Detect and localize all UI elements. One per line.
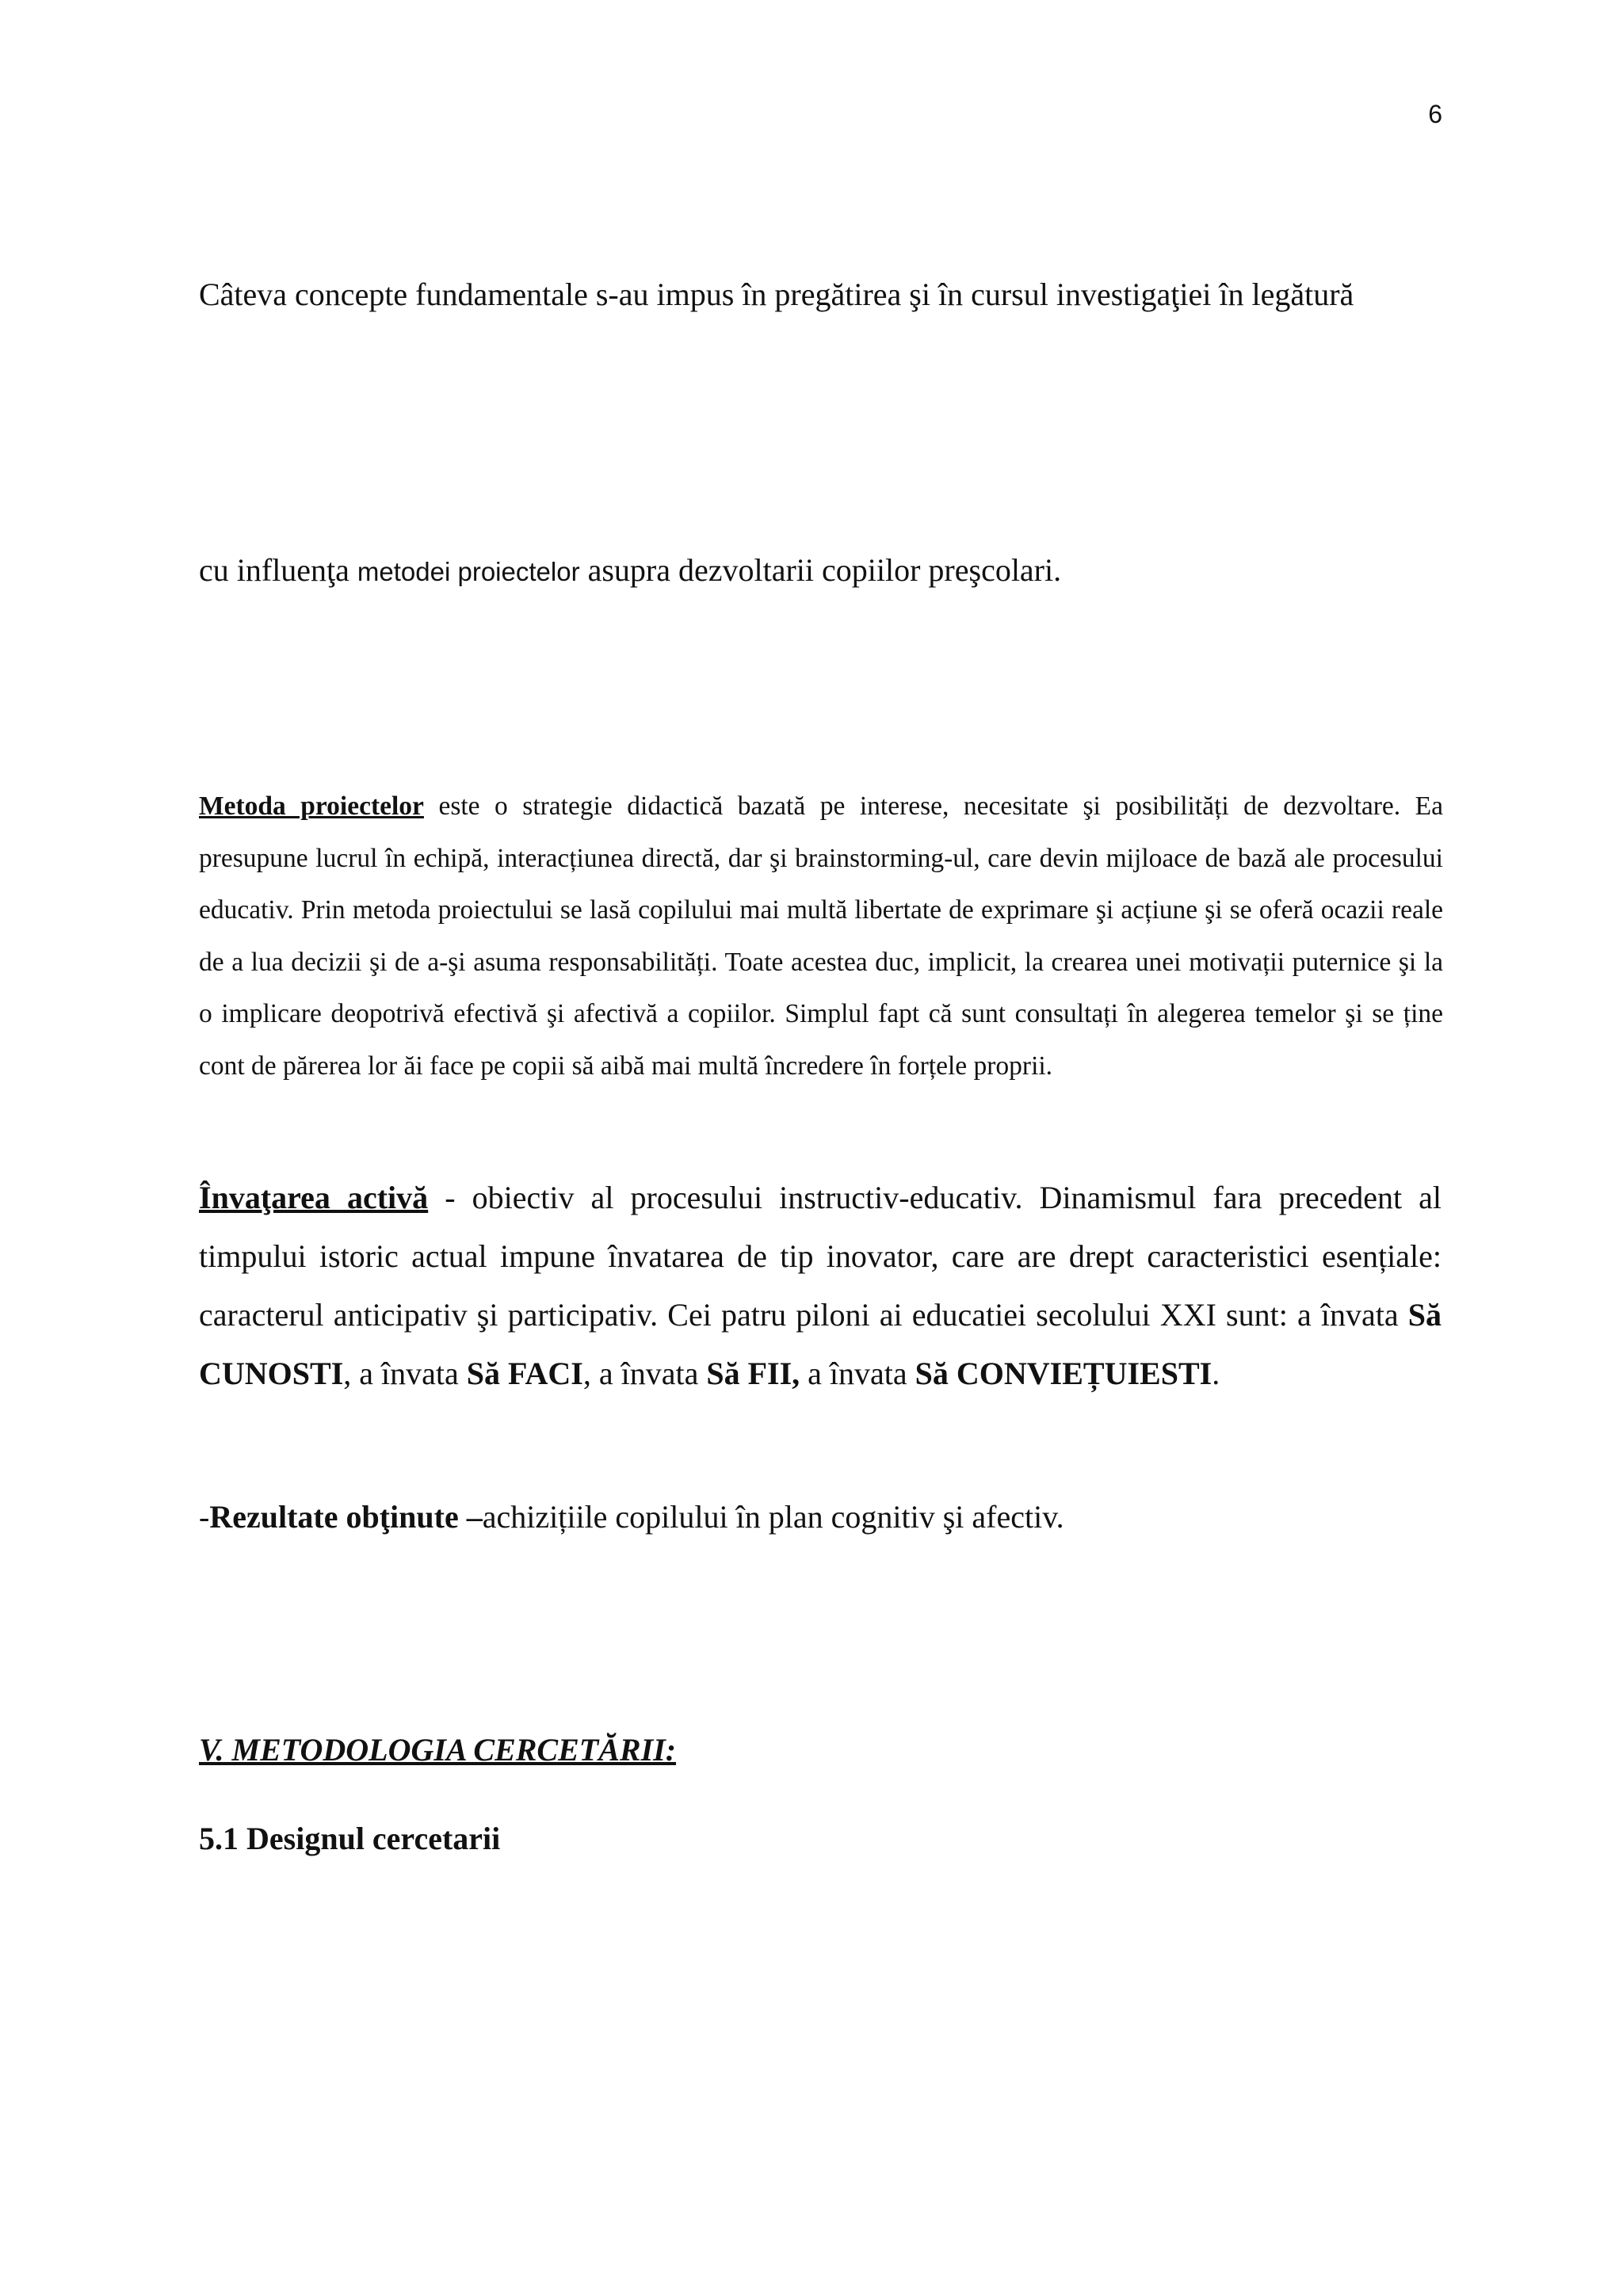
intro-line-1: Câteva concepte fundamentale s-au impus în pregătirea şi în cursul investigaţiei în legătură — [199, 277, 1354, 312]
pillar-know: Să CUNOSTI — [199, 1297, 1442, 1391]
page-number: 6 — [1428, 100, 1442, 128]
projects-term: Metoda proiectelor — [199, 791, 424, 821]
active-learning-text: - obiectiv al procesului instructiv-educativ. Dinamismul fara precedent al timpului istoric actual impune învatarea de tip inovator, care are drept caracteristici esențiale: caracterul anticipativ şi participativ. Cei patru piloni ai educatiei secolului XXI sunt: a învata — [199, 1180, 1442, 1333]
pillar-separator-1: , a învata — [343, 1356, 467, 1391]
results-prefix: - — [199, 1499, 210, 1535]
intro-line-2 — [199, 551, 1061, 589]
intro-line-2-start: cu influenţa — [199, 552, 357, 588]
projects-paragraph — [199, 780, 1443, 1092]
pillar-separator-2: , a învata — [582, 1356, 707, 1391]
section-title: V. METODOLOGIA CERCETĂRII: — [199, 1732, 677, 1768]
results-term: Rezultate obţinute – — [209, 1499, 483, 1535]
projects-text: este o strategie didactică bazată pe interese, necesitate şi posibilități de dezvoltare. Ea presupune lucrul în echipă, interacțiunea directă, dar şi brainstorming-ul, care devin mijloace de bază ale procesului educativ. Prin metoda proiectului se lasă copilului mai multă libertate de exprimare şi acțiune şi se oferă ocazii reale de a lua decizii şi de a-şi asuma responsabilități. Toate acestea duc, implicit, la crearea unei motivații puternice şi la o implicare deopotrivă efectivă şi afectivă a copiilor. Simplul fapt că sunt consultați în alegerea temelor şi se ține cont de părerea lor ăi face pe copii să aibă mai multă încredere în forțele proprii. — [199, 791, 1444, 1081]
pillar-separator-3: a învata — [800, 1356, 915, 1391]
results-line — [199, 1498, 1064, 1535]
results-text: achizițiile copilului în plan cognitiv şi afectiv. — [482, 1499, 1064, 1535]
pillar-live-together: Să CONVIEȚUIESTI — [915, 1356, 1212, 1391]
intro-line-2-end: asupra dezvoltarii copiilor preşcolari. — [579, 552, 1062, 588]
pillar-be: Să FII, — [706, 1356, 800, 1391]
active-learning-end: . — [1212, 1356, 1220, 1391]
subsection-title: 5.1 Designul cercetarii — [199, 1821, 501, 1856]
active-learning-paragraph — [199, 1169, 1442, 1403]
pillar-do: Să FACI — [466, 1356, 583, 1391]
active-learning-term: Învaţarea activă — [199, 1180, 429, 1215]
intro-line-2-method: metodei proiectelor — [357, 557, 580, 586]
